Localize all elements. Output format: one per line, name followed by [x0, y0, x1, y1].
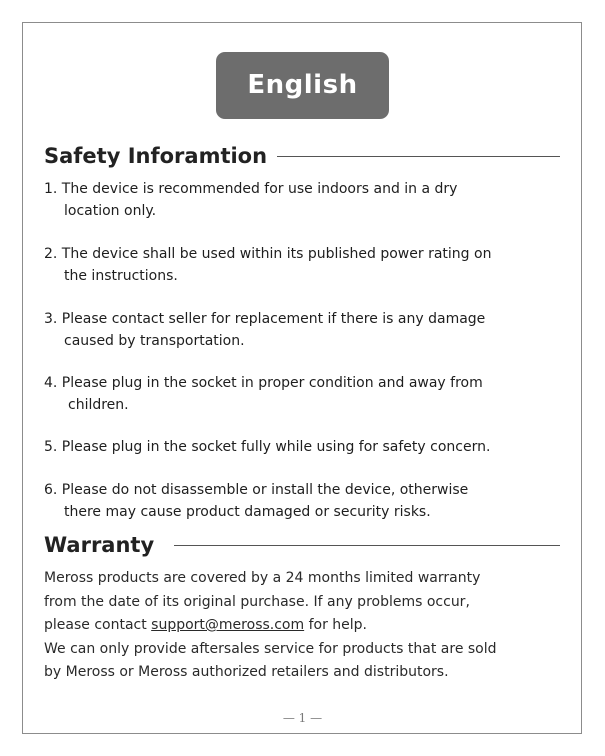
safety-item-3-line-2: caused by transportation.: [64, 333, 245, 349]
safety-item-4-line-2: children.: [68, 397, 129, 413]
safety-section-heading: [44, 144, 560, 168]
safety-item-6: [44, 479, 560, 523]
support-email-link[interactable]: support@meross.com: [151, 617, 305, 633]
warranty-line-3-prefix: please contact: [44, 617, 152, 633]
warranty-line-3: [44, 614, 560, 638]
safety-item-3-line-1: 3. Please contact seller for replacement if there is any damage: [44, 311, 486, 327]
language-badge: English: [216, 52, 389, 119]
safety-item-1-line-1: 1. The device is recommended for use indoors and in a dry: [44, 181, 458, 197]
safety-item-4-line-1: 4. Please plug in the socket in proper condition and away from: [44, 375, 483, 391]
safety-item-1-line-2: location only.: [64, 203, 157, 219]
safety-item-3: [44, 308, 560, 352]
warranty-line-1: Meross products are covered by a 24 months limited warranty: [44, 570, 481, 586]
safety-item-2-line-1: 2. The device shall be used within its published power rating on: [44, 246, 492, 262]
safety-item-6-line-1: 6. Please do not disassemble or install the device, otherwise: [44, 482, 469, 498]
warranty-heading-title: Warranty: [44, 533, 155, 557]
warranty-heading-rule: [174, 545, 560, 546]
safety-item-2-line-2: the instructions.: [64, 268, 178, 284]
warranty-section-heading: [44, 533, 560, 557]
safety-item-4: [44, 372, 560, 416]
warranty-line-4: We can only provide aftersales service for products that are sold: [44, 640, 497, 657]
warranty-line-5: by Meross or Meross authorized retailers and distributors.: [44, 664, 449, 680]
safety-heading-rule: [277, 156, 560, 157]
safety-item-2: [44, 243, 560, 287]
warranty-line-2: from the date of its original purchase. If any problems occur,: [44, 593, 470, 610]
safety-item-6-line-2: there may cause product damaged or security risks.: [64, 504, 431, 520]
safety-item-1: [44, 178, 560, 222]
warranty-body: [44, 567, 560, 685]
safety-item-5-line-1: 5. Please plug in the socket fully while using for safety concern.: [44, 439, 491, 455]
safety-item-5: [44, 436, 560, 458]
safety-heading-title: Safety Inforamtion: [44, 144, 268, 168]
warranty-line-3-suffix: for help.: [304, 617, 368, 633]
page-number: — 1 —: [282, 711, 323, 725]
